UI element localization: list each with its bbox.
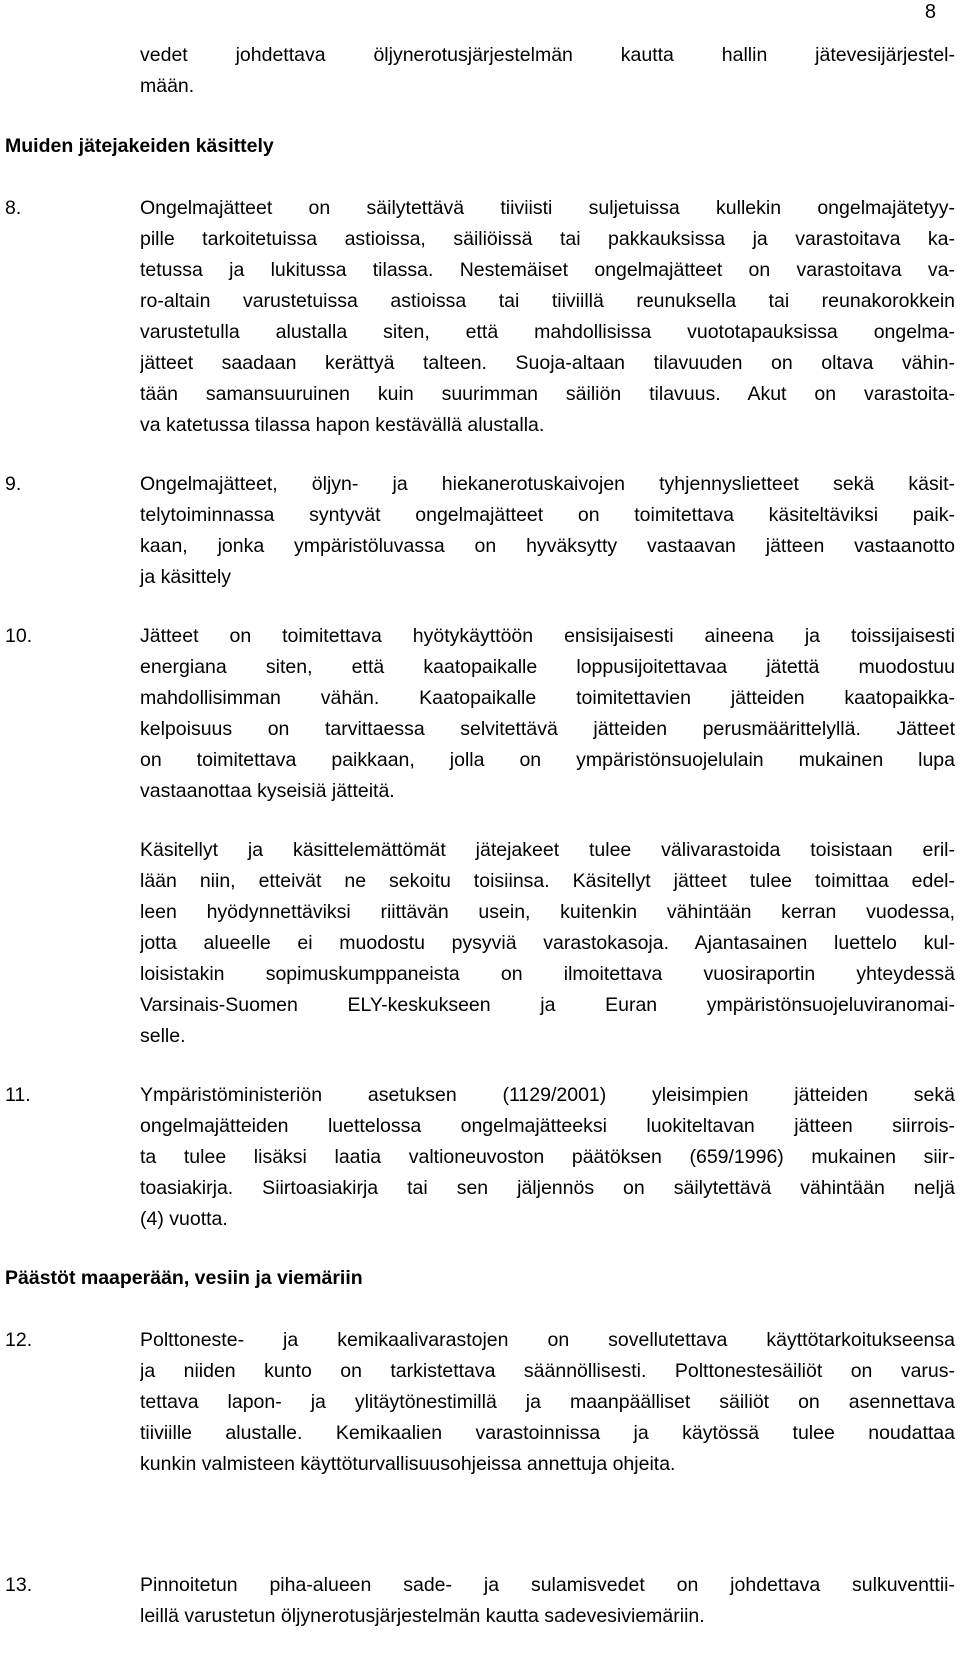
text-line: mään.	[140, 75, 195, 97]
text-line: loisistakin sopimuskumppaneista on ilmoitettava vuosiraportin yhteydessä	[140, 963, 955, 985]
item-11-paragraph	[140, 1080, 955, 1235]
item-12-paragraph	[140, 1325, 955, 1480]
text-line: kaan, jonka ympäristöluvassa on hyväksytty vastaavan jätteen vastaanotto	[140, 535, 955, 557]
page-number: 8	[924, 1, 936, 23]
text-line: pille tarkoitetuissa astioissa, säiliöissä tai pakkauksissa ja varastoitava ka-	[140, 228, 955, 250]
text-line: Varsinais-Suomen ELY-keskukseen ja Euran ympäristönsuojeluviranomai-	[140, 994, 955, 1016]
text-line: energiana siten, että kaatopaikalle loppusijoitettavaa jätettä muodostuu	[140, 656, 955, 678]
item-13-paragraph	[140, 1570, 955, 1632]
text-line: ongelmajätteiden luettelossa ongelmajätteeksi luokiteltavan jätteen siirrois-	[140, 1115, 955, 1137]
text-line: tetussa ja lukitussa tilassa. Nestemäiset ongelmajätteet on varastoitava va-	[140, 259, 955, 281]
item-number: 12.	[5, 1329, 33, 1351]
text-line: ja niiden kunto on tarkistettava säännöllisesti. Polttonestesäiliöt on varus-	[140, 1360, 955, 1382]
text-line: vastaanottaa kyseisiä jätteitä.	[140, 780, 395, 802]
item-10-paragraph	[140, 621, 955, 807]
text-line: lään niin, etteivät ne sekoitu toisiinsa. Käsitellyt jätteet tulee toimittaa edel-	[140, 870, 955, 892]
text-line: jätteet saadaan kerättyä talteen. Suoja-altaan tilavuuden on oltava vähin-	[140, 352, 955, 374]
section-heading-emissions: Päästöt maaperään, vesiin ja viemäriin	[5, 1267, 363, 1289]
item-number: 8.	[5, 197, 22, 219]
text-line: toasiakirja. Siirtoasiakirja tai sen jäljennös on säilytettävä vähintään neljä	[140, 1177, 955, 1199]
text-line: tään samansuuruinen kuin suurimman säiliön tilavuus. Akut on varastoita-	[140, 383, 955, 405]
text-line: ja käsittely	[140, 566, 232, 588]
text-line: tiiviille alustalle. Kemikaalien varastoinnissa ja käytössä tulee noudattaa	[140, 1422, 955, 1444]
text-line: telytoiminnassa syntyvät ongelmajätteet on toimitettava käsiteltäviksi paik-	[140, 504, 955, 526]
text-line: tettava lapon- ja ylitäytönestimillä ja maanpäälliset säiliöt on asennettava	[140, 1391, 955, 1413]
text-line: Ympäristöministeriön asetuksen (1129/2001) yleisimpien jätteiden sekä	[140, 1084, 955, 1106]
text-line: Polttoneste- ja kemikaalivarastojen on sovellutettava käyttötarkoitukseensa	[140, 1329, 955, 1351]
text-line: ro-altain varustetuissa astioissa tai tiiviillä reunuksella tai reunakorokkein	[140, 290, 955, 312]
item-8-paragraph	[140, 193, 955, 441]
intro-paragraph	[140, 40, 955, 102]
item-number: 11.	[5, 1084, 31, 1106]
item-9-paragraph	[140, 469, 955, 593]
item-number: 9.	[5, 473, 22, 495]
text-line: Ongelmajätteet on säilytettävä tiiviisti suljetuissa kullekin ongelmajätetyy-	[140, 197, 955, 219]
text-line: selle.	[140, 1025, 186, 1047]
section-heading-waste: Muiden jätejakeiden käsittely	[5, 135, 274, 157]
text-line: Jätteet on toimitettava hyötykäyttöön ensisijaisesti aineena ja toissijaisesti	[140, 625, 955, 647]
text-line: vedet johdettava öljynerotusjärjestelmän kautta hallin jätevesijärjestel-	[140, 44, 955, 66]
text-line: leillä varustetun öljynerotusjärjestelmän kautta sadevesiviemäriin.	[140, 1605, 705, 1627]
text-line: leen hyödynnettäviksi riittävän usein, kuitenkin vähintään kerran vuodessa,	[140, 901, 955, 923]
text-line: Käsitellyt ja käsittelemättömät jätejakeet tulee välivarastoida toisistaan eril-	[140, 839, 955, 861]
item-number: 10.	[5, 625, 33, 647]
item-10-paragraph-2	[140, 835, 955, 1052]
text-line: ta tulee lisäksi laatia valtioneuvoston päätöksen (659/1996) mukainen siir-	[140, 1146, 955, 1168]
text-line: (4) vuotta.	[140, 1208, 228, 1230]
text-line: Ongelmajätteet, öljyn- ja hiekanerotuskaivojen tyhjennyslietteet sekä käsit-	[140, 473, 955, 495]
text-line: Pinnoitetun piha-alueen sade- ja sulamisvedet on johdettava sulkuventtii-	[140, 1574, 955, 1596]
text-line: jotta alueelle ei muodostu pysyviä varastokasoja. Ajantasainen luettelo kul-	[140, 932, 955, 954]
text-line: mahdollisimman vähän. Kaatopaikalle toimitettavien jätteiden kaatopaikka-	[140, 687, 955, 709]
item-number: 13.	[5, 1574, 33, 1596]
text-line: va katetussa tilassa hapon kestävällä alustalla.	[140, 414, 545, 436]
text-line: on toimitettava paikkaan, jolla on ympäristönsuojelulain mukainen lupa	[140, 749, 955, 771]
text-line: varustetulla alustalla siten, että mahdollisissa vuototapauksissa ongelma-	[140, 321, 955, 343]
text-line: kunkin valmisteen käyttöturvallisuusohjeissa annettuja ohjeita.	[140, 1453, 676, 1475]
text-line: kelpoisuus on tarvittaessa selvitettävä jätteiden perusmäärittelyllä. Jätteet	[140, 718, 955, 740]
